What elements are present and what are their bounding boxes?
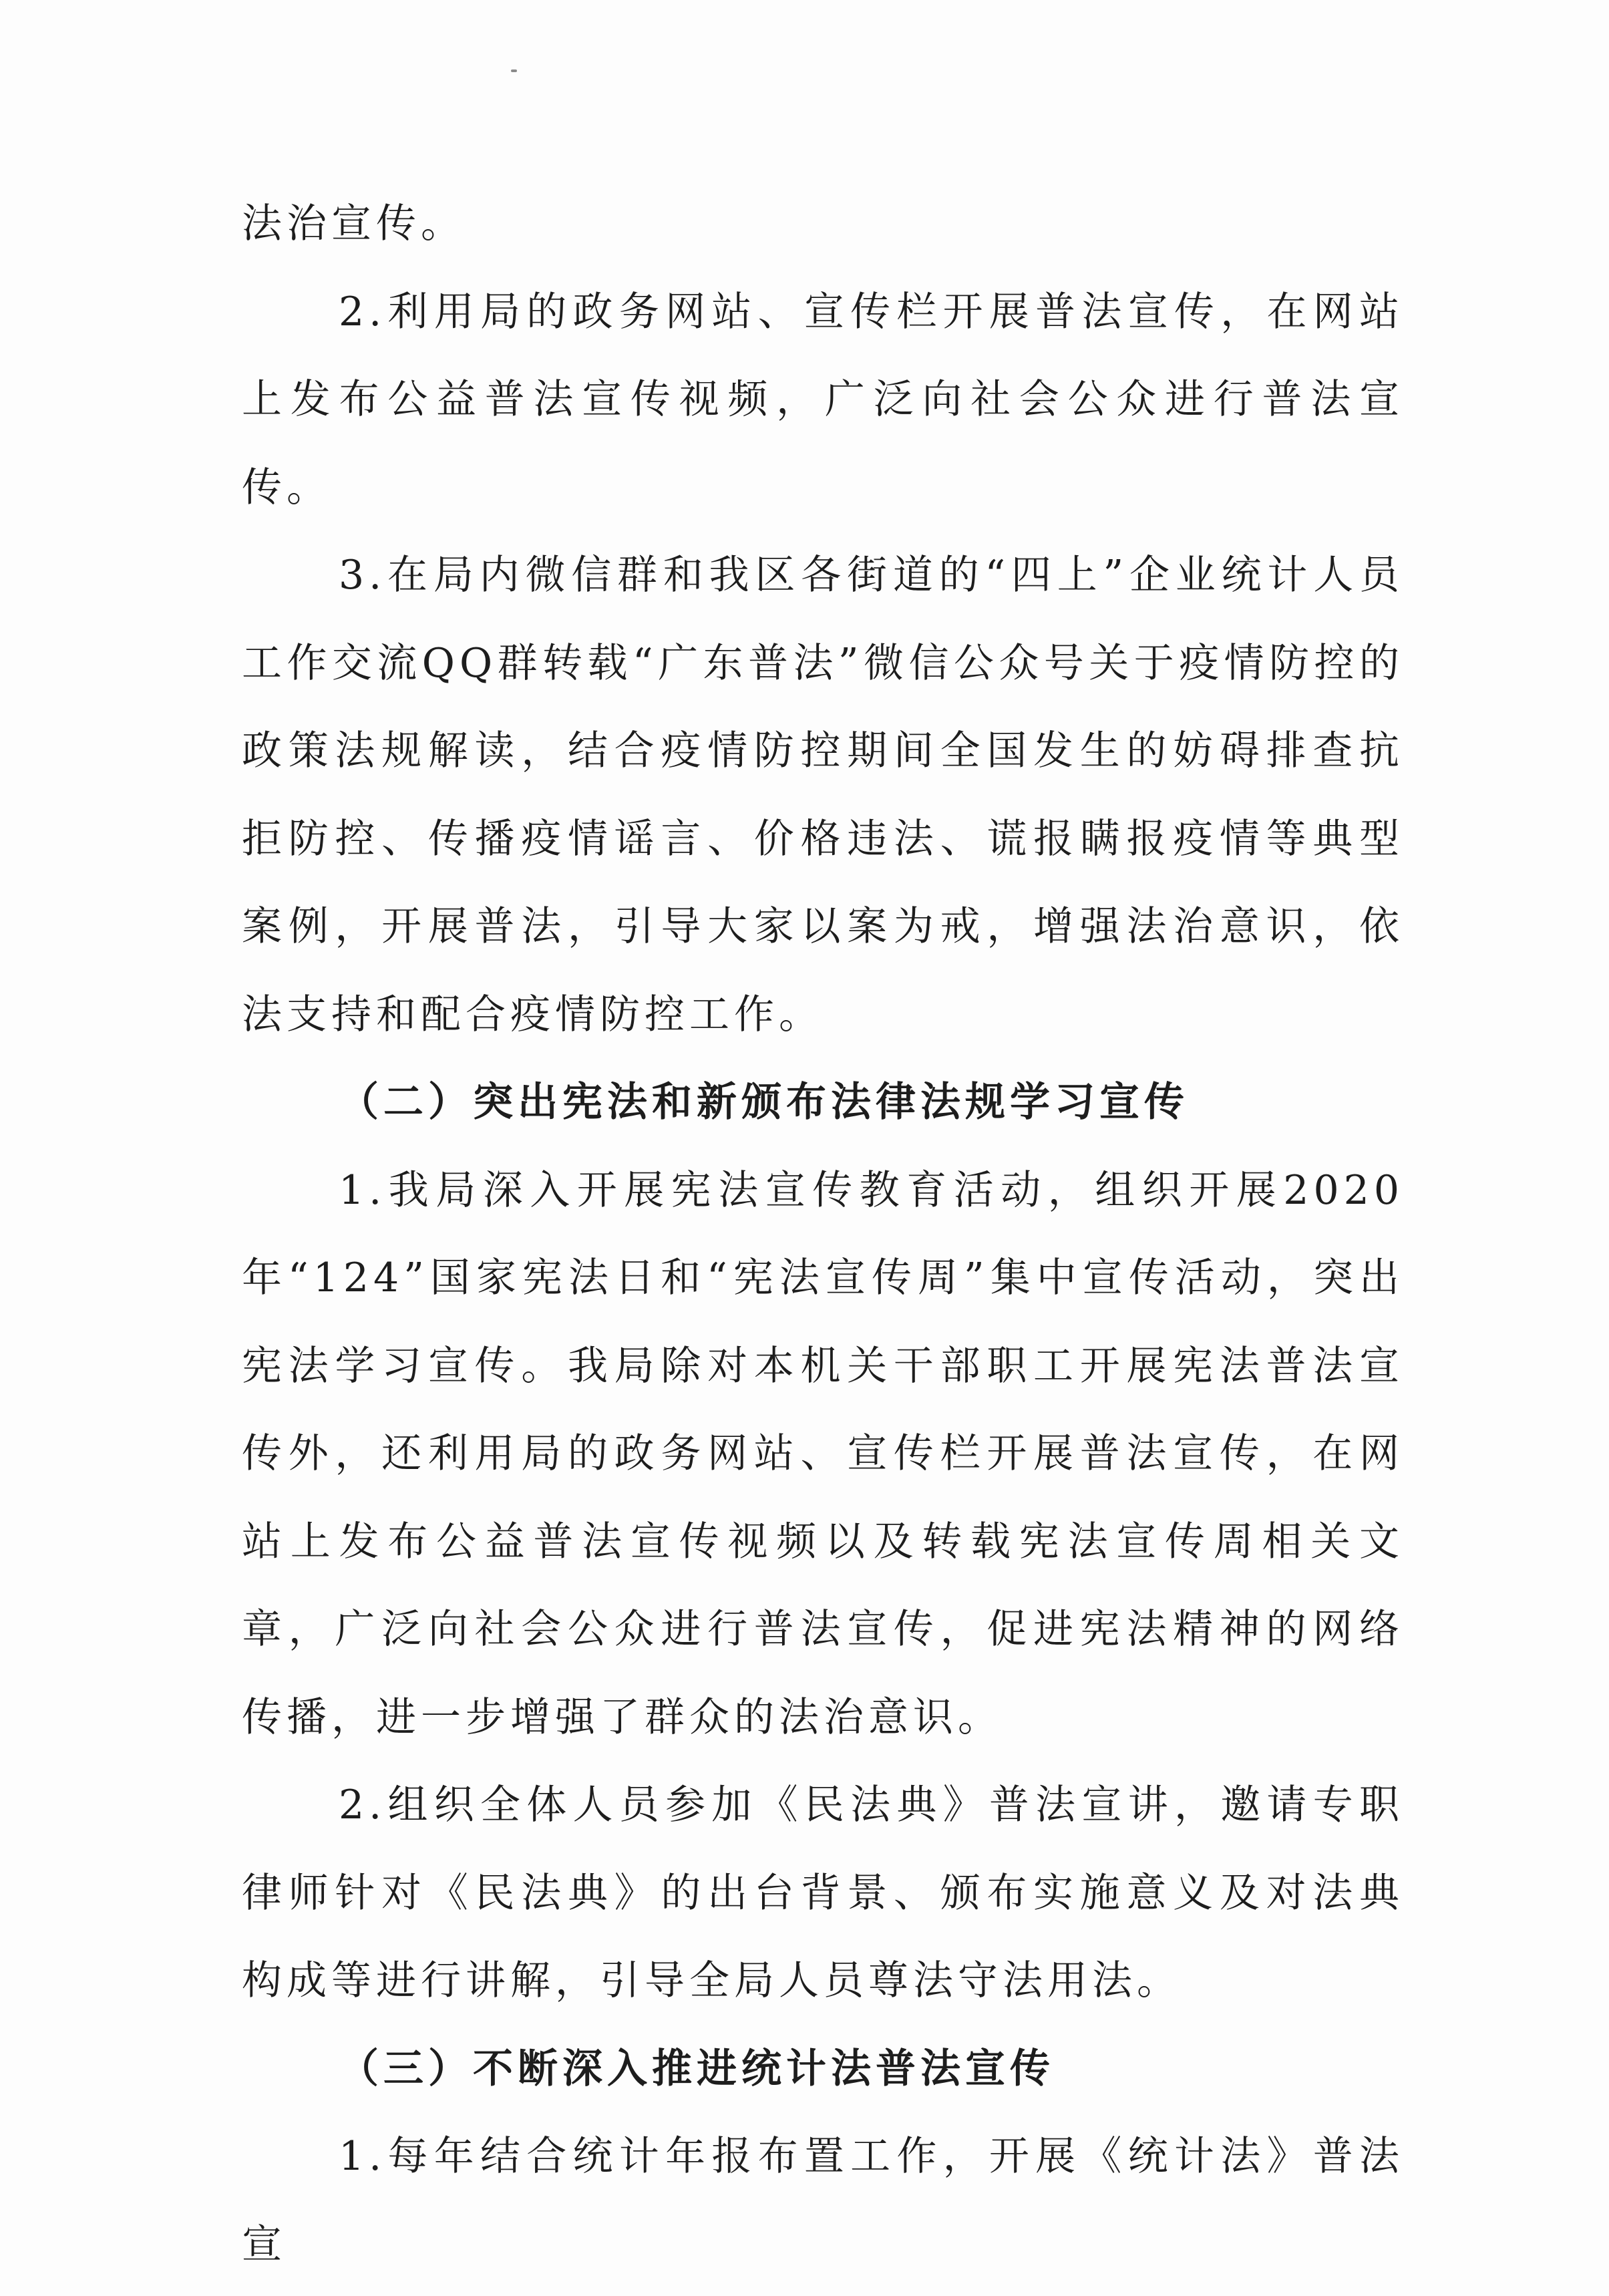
paragraph-continuation: 法治宣传。: [242, 200, 466, 247]
document-body: [242, 180, 1404, 2289]
paragraph-item-3-wechat: 3.在局内微信群和我区各街道的“四上”企业统计人员工作交流QQ群转载“广东普法”微信公众号关于疫情防控的政策法规解读，结合疫情防控期间全国发生的妨碍排查抗拒防控、传播疫情谣言、价格违法、谎报瞒报疫情等典型案例，开展普法，引导大家以案为戒，增强法治意识，依法支持和配合疫情防控工作。: [242, 552, 1404, 1038]
paragraph-constitution-promotion: 1.我局深入开展宪法宣传教育活动，组织开展2020年“124”国家宪法日和“宪法宣传周”集中宣传活动，突出宪法学习宣传。我局除对本机关干部职工开展宪法普法宣传外，还利用局的政务网站、宣传栏开展普法宣传，在网站上发布公益普法宣传视频以及转载宪法宣传周相关文章，广泛向社会公众进行普法宣传，促进宪法精神的网络传播，进一步增强了群众的法治意识。: [242, 1166, 1404, 1741]
scan-speck: [511, 69, 517, 72]
paragraph-statistics-law: 1.每年结合统计年报布置工作，开展《统计法》普法宣: [242, 2133, 1404, 2268]
paragraph-item-2-website: 2.利用局的政务网站、宣传栏开展普法宣传，在网站上发布公益普法宣传视频，广泛向社会公众进行普法宣传。: [242, 288, 1404, 511]
section-heading-2: （二）突出宪法和新颁布法律法规学习宣传: [339, 1079, 1189, 1126]
section-heading-3: （三）不断深入推进统计法普法宣传: [339, 2045, 1055, 2092]
paragraph-civil-code: 2.组织全体人员参加《民法典》普法宣讲，邀请专职律师针对《民法典》的出台背景、颁布实施意义及对法典构成等进行讲解，引导全局人员尊法守法用法。: [242, 1782, 1404, 2004]
